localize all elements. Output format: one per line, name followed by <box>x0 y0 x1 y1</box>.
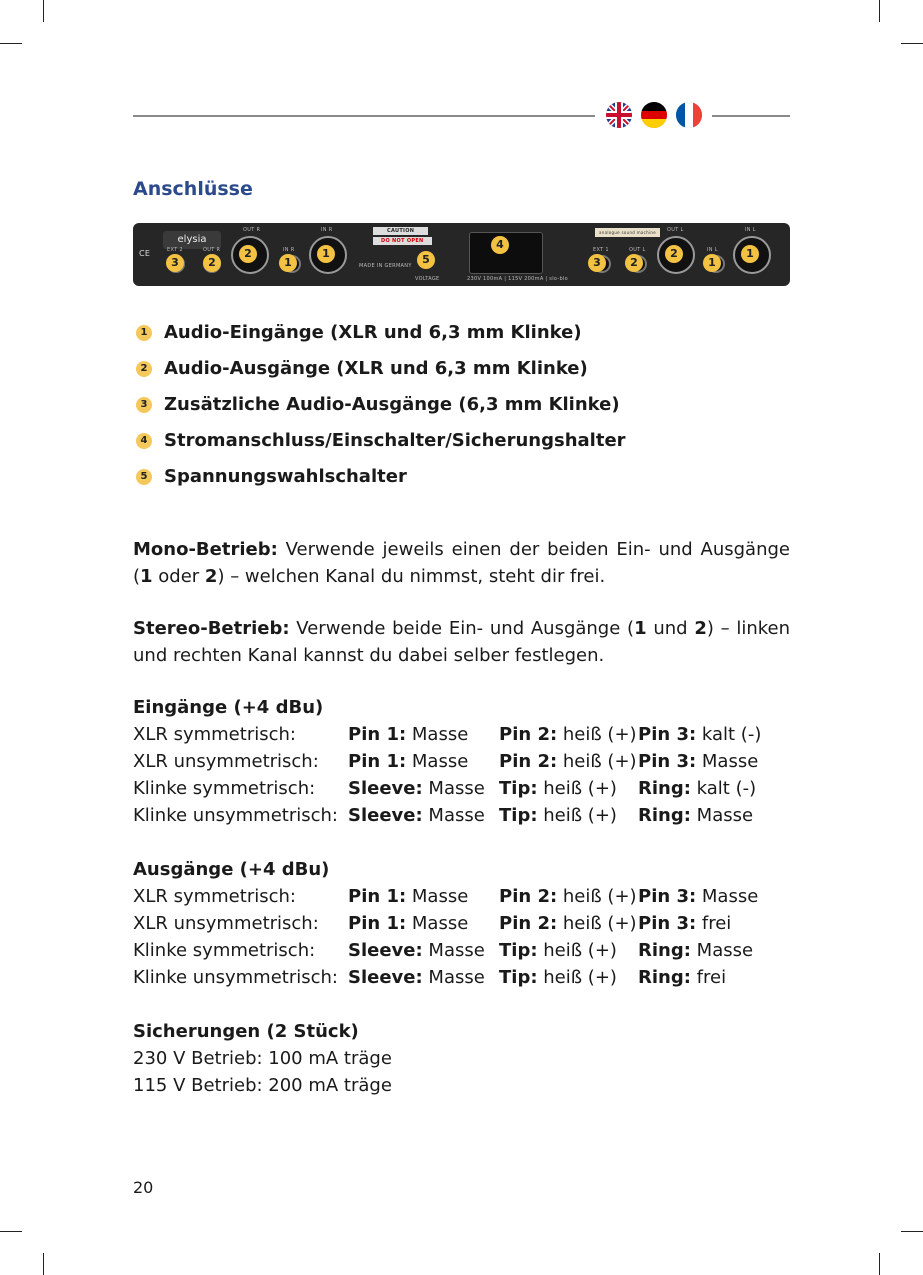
crop-mark <box>901 43 923 44</box>
caution-sub-label: DO NOT OPEN <box>373 237 432 245</box>
callout-marker: 1 <box>317 245 335 263</box>
header-rule <box>712 115 790 117</box>
inputs-pin3: Pin 3: Masse <box>638 751 759 772</box>
german-flag-icon[interactable] <box>641 102 667 128</box>
inputs-pin2: Tip: heiß (+) <box>499 805 617 826</box>
crop-mark <box>0 43 22 44</box>
inputs-pin1: Sleeve: Masse <box>348 778 485 799</box>
outputs-pin2: Tip: heiß (+) <box>499 940 617 961</box>
callout-marker: 1 <box>703 254 721 272</box>
ce-mark: CE <box>139 249 151 258</box>
panel-label-inl-top: IN L <box>745 227 756 233</box>
panel-label-outl: OUT L <box>629 247 646 253</box>
callout-marker: 4 <box>491 236 509 254</box>
panel-label-outr: OUT R <box>203 247 221 253</box>
legend-number: 4 <box>136 433 152 449</box>
outputs-pin1: Pin 1: Masse <box>348 913 469 934</box>
inputs-type: Klinke symmetrisch: <box>133 778 316 799</box>
callout-marker: 2 <box>665 245 683 263</box>
inputs-pin2: Tip: heiß (+) <box>499 778 617 799</box>
stereo-paragraph <box>133 615 790 669</box>
sticker-label: analogue sound machine <box>595 228 660 237</box>
panel-label-outr-top: OUT R <box>243 227 261 233</box>
stereo-label: Stereo-Betrieb: <box>133 618 290 639</box>
stereo-text-a: Verwende beide Ein- und Ausgänge ( <box>289 618 635 639</box>
inputs-pin1: Sleeve: Masse <box>348 805 485 826</box>
callout-marker: 2 <box>625 254 643 272</box>
mono-n1: 1 <box>140 566 153 587</box>
stereo-n2: 2 <box>694 618 707 639</box>
inputs-pin1: Pin 1: Masse <box>348 724 469 745</box>
legend-text: Audio-Eingänge (XLR und 6,3 mm Klinke) <box>164 322 582 343</box>
mono-label: Mono-Betrieb: <box>133 539 278 560</box>
legend-text: Stromanschluss/Einschalter/Sicherungshalter <box>164 430 626 451</box>
legend-text: Audio-Ausgänge (XLR und 6,3 mm Klinke) <box>164 358 588 379</box>
mono-paragraph <box>133 536 790 590</box>
header-rule <box>133 115 595 117</box>
inputs-type: XLR symmetrisch: <box>133 724 296 745</box>
section-title: Anschlüsse <box>133 178 253 200</box>
caution-label: CAUTION <box>373 227 428 235</box>
fuses-title: Sicherungen (2 Stück) <box>133 1021 359 1042</box>
panel-label-inl: IN L <box>707 247 718 253</box>
outputs-pin3: Pin 3: Masse <box>638 886 759 907</box>
inputs-pin2: Pin 2: heiß (+) <box>499 751 637 772</box>
legend-number: 2 <box>136 361 152 377</box>
crop-mark <box>43 1253 44 1275</box>
outputs-pin3: Ring: Masse <box>638 940 754 961</box>
brand-logo: elysia <box>163 231 221 249</box>
outputs-pin2: Pin 2: heiß (+) <box>499 886 637 907</box>
outputs-type: XLR symmetrisch: <box>133 886 296 907</box>
outputs-pin1: Pin 1: Masse <box>348 886 469 907</box>
legend-text: Spannungswahlschalter <box>164 466 407 487</box>
panel-label-inr: IN R <box>283 247 295 253</box>
callout-marker: 1 <box>279 254 297 272</box>
inputs-pin3: Ring: kalt (-) <box>638 778 757 799</box>
inputs-type: Klinke unsymmetrisch: <box>133 805 338 826</box>
inputs-title: Eingänge (+4 dBu) <box>133 697 324 718</box>
page-number: 20 <box>133 1178 154 1197</box>
callout-marker: 5 <box>417 251 435 269</box>
fuse-line-230: 230 V Betrieb: 100 mA träge <box>133 1048 392 1069</box>
outputs-pin3: Ring: frei <box>638 967 727 988</box>
outputs-pin2: Pin 2: heiß (+) <box>499 913 637 934</box>
legend-number: 5 <box>136 469 152 485</box>
outputs-type: XLR unsymmetrisch: <box>133 913 319 934</box>
outputs-type: Klinke symmetrisch: <box>133 940 316 961</box>
panel-label-ext2: EXT 2 <box>167 247 183 253</box>
fuse-label: 230V 100mA | 115V 200mA | slo-blo <box>467 276 568 282</box>
callout-marker: 3 <box>588 254 606 272</box>
outputs-pin1: Sleeve: Masse <box>348 967 485 988</box>
stereo-text-b: ) – linken und rechten Kanal kannst du dabei selber festlegen. <box>133 618 791 666</box>
inputs-pin3: Pin 3: kalt (-) <box>638 724 762 745</box>
panel-label-ext1: EXT 1 <box>593 247 609 253</box>
outputs-pin2: Tip: heiß (+) <box>499 967 617 988</box>
crop-mark <box>879 1253 880 1275</box>
callout-marker: 1 <box>741 245 759 263</box>
outputs-title: Ausgänge (+4 dBu) <box>133 859 330 880</box>
legend-number: 3 <box>136 397 152 413</box>
stereo-and: und <box>646 618 695 639</box>
crop-mark <box>0 1231 22 1232</box>
mono-text-b: ) – welchen Kanal du nimmst, steht dir frei. <box>217 566 606 587</box>
rear-panel-image <box>133 223 790 286</box>
inputs-pin2: Pin 2: heiß (+) <box>499 724 637 745</box>
crop-mark <box>43 0 44 22</box>
made-in-germany: MADE IN GERMANY <box>359 263 412 269</box>
legend-text: Zusätzliche Audio-Ausgänge (6,3 mm Klinke) <box>164 394 620 415</box>
outputs-type: Klinke unsymmetrisch: <box>133 967 338 988</box>
voltage-label: VOLTAGE <box>415 276 440 282</box>
stereo-n1: 1 <box>634 618 647 639</box>
legend-number: 1 <box>136 325 152 341</box>
callout-marker: 2 <box>239 245 257 263</box>
callout-marker: 2 <box>203 254 221 272</box>
outputs-pin1: Sleeve: Masse <box>348 940 485 961</box>
panel-label-outl-top: OUT L <box>667 227 684 233</box>
french-flag-icon[interactable] <box>676 102 702 128</box>
crop-mark <box>879 0 880 22</box>
inputs-pin3: Ring: Masse <box>638 805 754 826</box>
outputs-pin3: Pin 3: frei <box>638 913 732 934</box>
crop-mark <box>901 1231 923 1232</box>
mono-n2: 2 <box>204 566 218 587</box>
inputs-type: XLR unsymmetrisch: <box>133 751 319 772</box>
uk-flag-icon[interactable] <box>606 102 632 128</box>
panel-label-inr-top: IN R <box>321 227 333 233</box>
fuse-line-115: 115 V Betrieb: 200 mA träge <box>133 1075 392 1096</box>
mono-or: oder <box>152 566 205 587</box>
inputs-pin1: Pin 1: Masse <box>348 751 469 772</box>
callout-marker: 3 <box>166 254 184 272</box>
mono-text-a: Verwende jeweils einen der beiden Ein- und Ausgänge ( <box>133 539 790 587</box>
